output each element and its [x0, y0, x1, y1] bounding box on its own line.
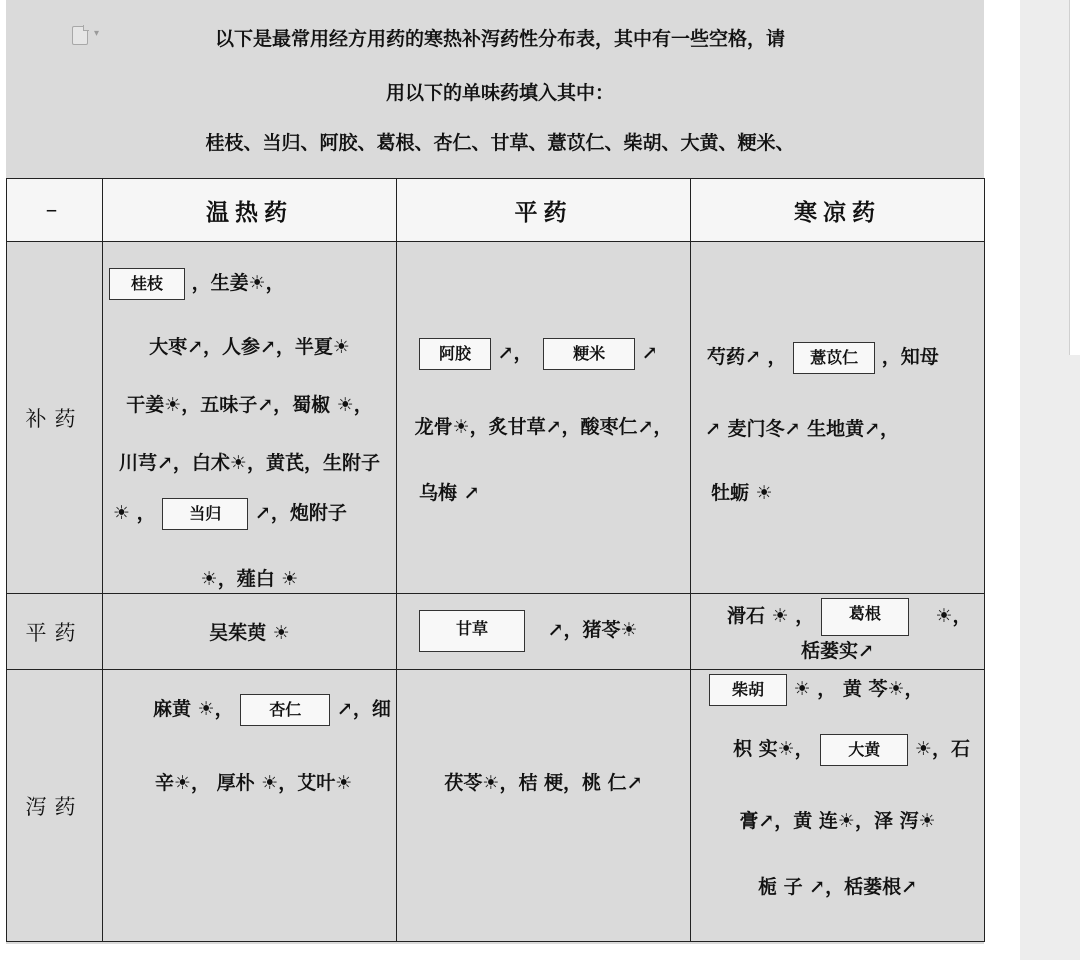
- cell-text: 栝蒌实↗: [801, 640, 874, 662]
- cell-text: ，生姜☀，: [191, 272, 285, 294]
- cell-text: 栀 子 ↗，栝蒌根↗: [757, 876, 918, 898]
- cell-text: 辛☀， 厚朴 ☀，艾叶☀: [155, 772, 353, 794]
- col-header-warm: 温热药: [103, 179, 397, 242]
- cell-tonic-cold: [691, 242, 985, 594]
- cell-neutral-warm: [103, 594, 397, 670]
- cell-text: 枳 实☀，: [733, 738, 814, 760]
- answer-box[interactable]: 粳米: [543, 338, 635, 370]
- cell-text: 龙骨☀，炙甘草↗，酸枣仁↗，: [414, 416, 673, 438]
- cell-text: 大枣↗，人参↗，半夏☀: [149, 336, 350, 358]
- cell-text: ↗ 麦门冬↗ 生地黄↗，: [705, 418, 899, 440]
- table-header-row: [7, 179, 985, 242]
- cell-text: ↗: [641, 342, 658, 364]
- cell-text: ☀，: [935, 605, 972, 627]
- cell-text: 滑石 ☀ ，: [727, 605, 815, 627]
- cell-text: ↗，细: [336, 698, 391, 720]
- answer-box[interactable]: 柴胡: [709, 674, 787, 706]
- cell-text: ↗，猪苓☀: [547, 619, 638, 641]
- answer-box[interactable]: 大黄: [820, 734, 908, 766]
- cell-text: 吴茱萸 ☀: [209, 622, 290, 644]
- answer-box[interactable]: 桂枝: [109, 268, 185, 300]
- cell-text: 乌梅 ↗: [419, 482, 480, 504]
- cell-text: ，知母: [881, 346, 939, 368]
- answer-box[interactable]: 葛根: [821, 598, 909, 636]
- cell-text: 茯苓☀，桔 梗，桃 仁↗: [444, 772, 643, 794]
- answer-box[interactable]: 甘草: [419, 610, 525, 652]
- answer-box[interactable]: 当归: [162, 498, 248, 530]
- cell-text: ☀ ，: [113, 502, 156, 524]
- cell-text: 芍药↗ ，: [707, 346, 787, 368]
- cell-text: ☀，石: [914, 738, 970, 760]
- table-row: [7, 670, 985, 942]
- row-label-tonic: 补药: [7, 242, 103, 594]
- cell-text: 干姜☀，五味子↗，蜀椒 ☀，: [126, 394, 373, 416]
- corner-cell: –: [7, 179, 103, 242]
- cell-text: 川芎↗，白术☀，黄芪，生附子: [119, 452, 380, 474]
- cell-tonic-warm: [103, 242, 397, 594]
- intro-line-3: 桂枝、当归、阿胶、葛根、杏仁、甘草、薏苡仁、柴胡、大黄、粳米、: [205, 132, 795, 154]
- file-icon[interactable]: [72, 26, 88, 45]
- cell-text: 牡蛎 ☀: [711, 482, 773, 504]
- cell-purgative-cold: [691, 670, 985, 942]
- cell-text: ↗，炮附子: [254, 502, 347, 524]
- row-label-neutral: 平药: [7, 594, 103, 670]
- cell-tonic-neutral: [397, 242, 691, 594]
- cell-text: 麻黄 ☀，: [153, 698, 234, 720]
- cell-text: 膏↗，黄 连☀，泽 泻☀: [739, 810, 936, 832]
- col-header-neutral: 平药: [397, 179, 691, 242]
- col-header-cold: 寒凉药: [691, 179, 985, 242]
- table-row: [7, 242, 985, 594]
- answer-box[interactable]: 薏苡仁: [793, 342, 875, 374]
- intro-line-2: 用以下的单味药填入其中：: [385, 82, 614, 104]
- cell-neutral-cold: [691, 594, 985, 670]
- chevron-down-icon[interactable]: ▾: [94, 28, 100, 39]
- row-label-purgative: 泻药: [7, 670, 103, 942]
- cell-text: ☀ ， 黄 芩☀，: [793, 678, 924, 700]
- side-card: [1069, 0, 1080, 355]
- answer-box[interactable]: 杏仁: [240, 694, 330, 726]
- intro-line-1: 以下是最常用经方用药的寒热补泻药性分布表，其中有一些空格，请: [214, 28, 785, 50]
- cell-purgative-warm: [103, 670, 397, 942]
- cell-purgative-neutral: [397, 670, 691, 942]
- answer-box[interactable]: 阿胶: [419, 338, 491, 370]
- cell-neutral-neutral: [397, 594, 691, 670]
- cell-text: ↗，: [497, 342, 533, 364]
- herb-table: [6, 178, 985, 942]
- cell-text: ☀，薤白 ☀: [200, 568, 299, 590]
- table-row: [7, 594, 985, 670]
